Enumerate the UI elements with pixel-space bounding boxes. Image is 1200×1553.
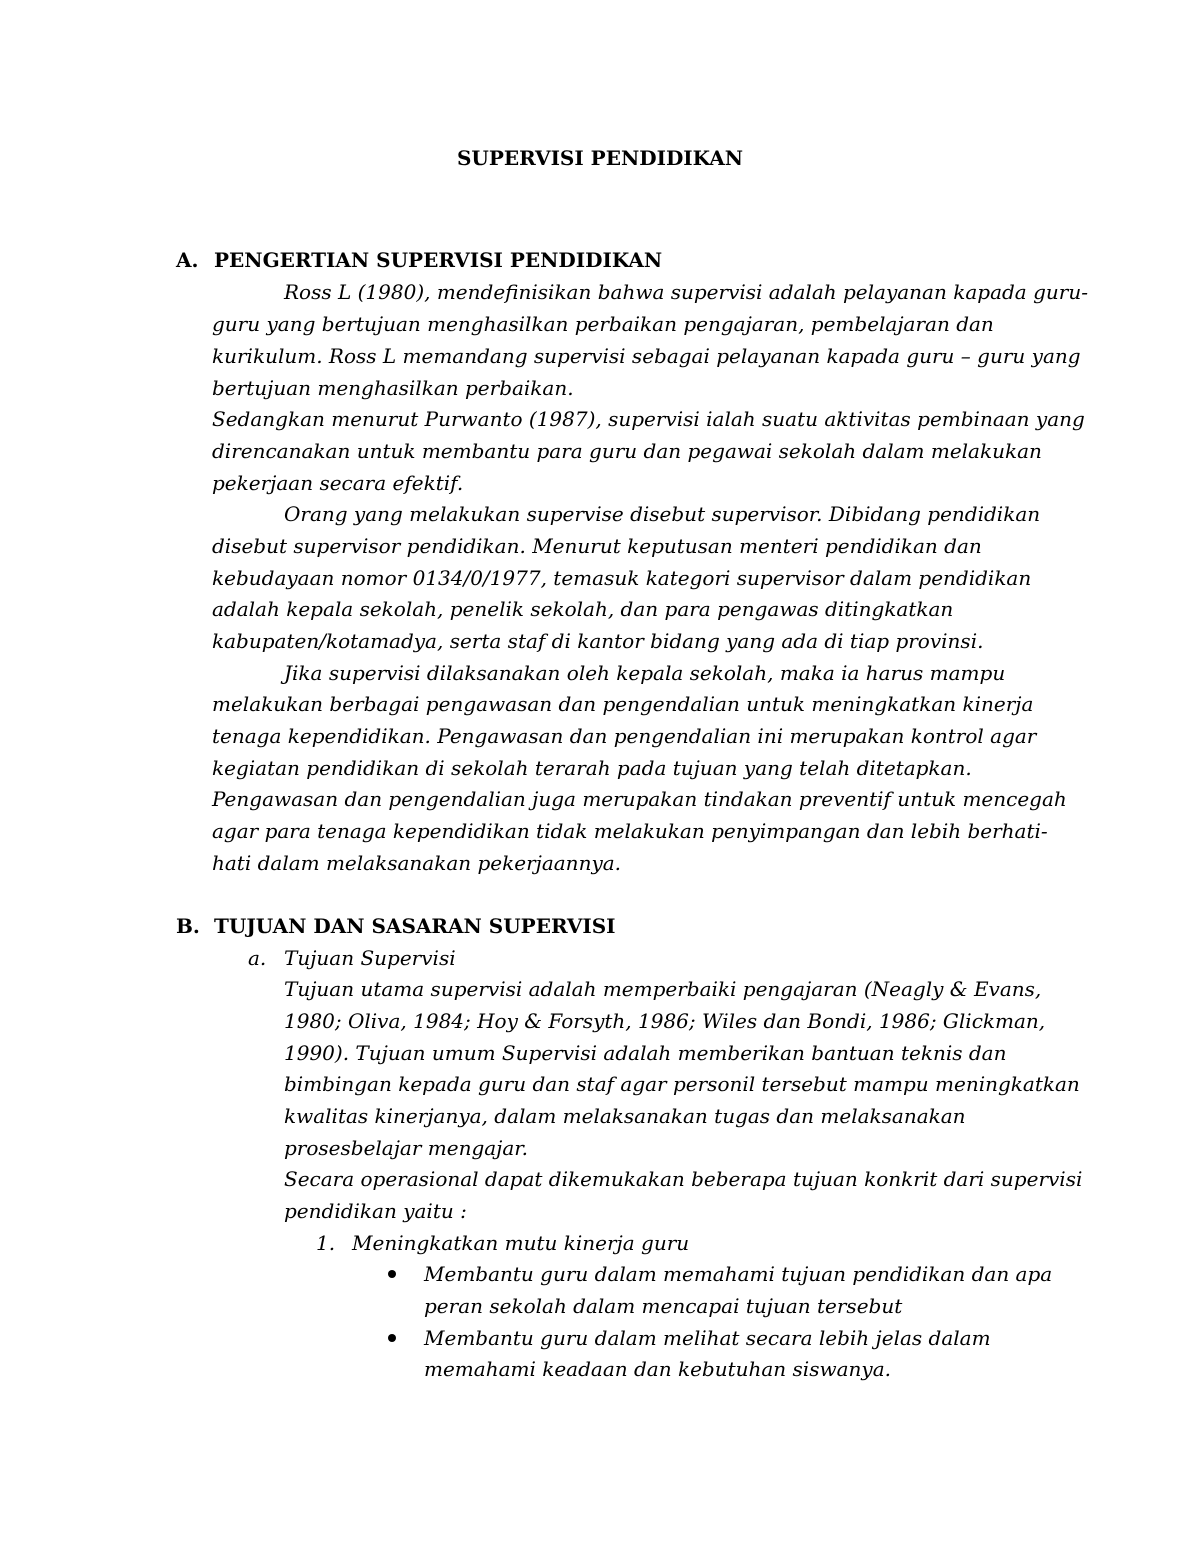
paragraph-line: kebudayaan nomor 0134/0/1977, temasuk kategori supervisor dalam pendidikan: [212, 566, 1032, 590]
paragraph-line: Jika supervisi dilaksanakan oleh kepala sekolah, maka ia harus mampu: [284, 661, 1006, 685]
paragraph-line: kwalitas kinerjanya, dalam melaksanakan tugas dan melaksanakan: [284, 1104, 966, 1128]
section-b-heading: [176, 910, 876, 942]
numbered-item-marker: 1.: [316, 1231, 336, 1255]
bullet-icon: [388, 1270, 396, 1278]
paragraph-line: guru yang bertujuan menghasilkan perbaikan pengajaran, pembelajaran dan: [212, 312, 994, 336]
bullet-line: memahami keadaan dan kebutuhan siswanya.: [424, 1357, 891, 1381]
paragraph-line: kurikulum. Ross L memandang supervisi sebagai pelayanan kapada guru – guru yang: [212, 344, 1081, 368]
paragraph-line: prosesbelajar mengajar.: [284, 1136, 529, 1160]
paragraph-line: 1990). Tujuan umum Supervisi adalah memberikan bantuan teknis dan: [284, 1041, 1007, 1065]
paragraph-line: bertujuan menghasilkan perbaikan.: [212, 376, 574, 400]
paragraph-line: pendidikan yaitu :: [284, 1199, 467, 1223]
numbered-item-text: Meningkatkan mutu kinerja guru: [352, 1231, 690, 1255]
bullet-line: Membantu guru dalam melihat secara lebih jelas dalam: [424, 1326, 991, 1350]
paragraph-line: disebut supervisor pendidikan. Menurut keputusan menteri pendidikan dan: [212, 534, 982, 558]
paragraph-line: adalah kepala sekolah, penelik sekolah, dan para pengawas ditingkatkan: [212, 597, 954, 621]
document-title: SUPERVISI PENDIDIKAN: [456, 146, 744, 170]
paragraph-line: Sedangkan menurut Purwanto (1987), supervisi ialah suatu aktivitas pembinaan yang: [212, 407, 1085, 431]
paragraph-line: kabupaten/kotamadya, serta staf di kantor bidang yang ada di tiap provinsi.: [212, 629, 984, 653]
section-b-marker: B.: [176, 914, 200, 938]
bullet-line: peran sekolah dalam mencapai tujuan tersebut: [424, 1294, 903, 1318]
sub-item-title: Tujuan Supervisi: [284, 946, 456, 970]
sub-item-marker: a.: [248, 946, 267, 970]
bullet-line: Membantu guru dalam memahami tujuan pendidikan dan apa: [424, 1262, 1053, 1286]
paragraph-line: 1980; Oliva, 1984; Hoy & Forsyth, 1986; Wiles dan Bondi, 1986; Glickman,: [284, 1009, 1046, 1033]
paragraph-line: agar para tenaga kependidikan tidak melakukan penyimpangan dan lebih berhati-: [212, 819, 1048, 843]
paragraph-line: melakukan berbagai pengawasan dan pengendalian untuk meningkatkan kinerja: [212, 692, 1034, 716]
paragraph-line: bimbingan kepada guru dan staf agar personil tersebut mampu meningkatkan: [284, 1072, 1080, 1096]
paragraph-line: Orang yang melakukan supervise disebut supervisor. Dibidang pendidikan: [284, 502, 1041, 526]
paragraph-line: Secara operasional dapat dikemukakan beberapa tujuan konkrit dari supervisi: [284, 1167, 1083, 1191]
section-a-marker: A.: [176, 248, 199, 272]
section-a-title: PENGERTIAN SUPERVISI PENDIDIKAN: [214, 248, 663, 272]
section-a-heading: [176, 244, 876, 276]
paragraph-line: tenaga kependidikan. Pengawasan dan pengendalian ini merupakan kontrol agar: [212, 724, 1037, 748]
paragraph-line: kegiatan pendidikan di sekolah terarah pada tujuan yang telah ditetapkan.: [212, 756, 972, 780]
paragraph-line: Pengawasan dan pengendalian juga merupakan tindakan preventif untuk mencegah: [212, 787, 1067, 811]
paragraph-line: hati dalam melaksanakan pekerjaannya.: [212, 851, 622, 875]
paragraph-line: Tujuan utama supervisi adalah memperbaiki pengajaran (Neagly & Evans,: [284, 977, 1042, 1001]
paragraph-line: Ross L (1980), mendefinisikan bahwa supervisi adalah pelayanan kapada guru-: [284, 280, 1088, 304]
bullet-icon: [388, 1334, 396, 1342]
paragraph-line: pekerjaan secara efektif.: [212, 471, 464, 495]
paragraph-line: direncanakan untuk membantu para guru dan pegawai sekolah dalam melakukan: [212, 439, 1042, 463]
section-b-title: TUJUAN DAN SASARAN SUPERVISI: [214, 914, 616, 938]
